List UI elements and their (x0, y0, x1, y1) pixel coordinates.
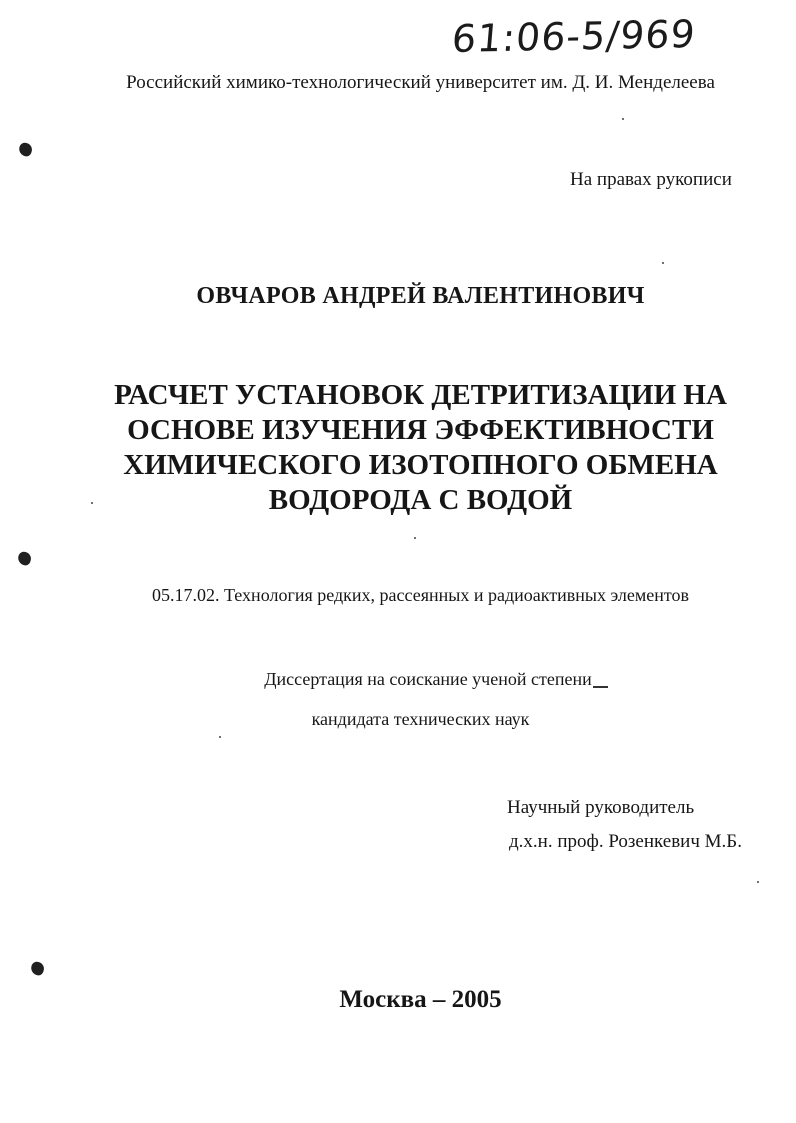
scan-speck (91, 502, 93, 504)
title-line: ОСНОВЕ ИЗУЧЕНИЯ ЭФФЕКТИВНОСТИ (127, 414, 714, 446)
scan-speck (757, 881, 759, 883)
supervisor-label: Научный руководитель (507, 797, 695, 818)
scan-speck (622, 118, 624, 120)
title-line: ХИМИЧЕСКОГО ИЗОТОПНОГО ОБМЕНА (123, 449, 718, 481)
scan-speck (219, 736, 221, 738)
manuscript-rights-note: На правах рукописи (570, 169, 732, 190)
author-name: ОВЧАРОВ АНДРЕЙ ВАЛЕНТИНОВИЧ (196, 283, 645, 309)
scan-speck (662, 262, 664, 264)
city-and-year: Москва – 2005 (339, 986, 502, 1013)
specialty-code: 05.17.02. Технология редких, рассеянных и радиоактивных элементов (152, 585, 689, 605)
degree-line-2: кандидата технических наук (311, 709, 530, 729)
title-line: ВОДОРОДА С ВОДОЙ (268, 484, 573, 516)
punch-hole-mark (17, 141, 33, 157)
pen-mark (593, 686, 608, 688)
archive-stamp: 61:06-5/969 (450, 11, 698, 62)
punch-hole-mark (29, 960, 45, 976)
dissertation-title (0, 378, 796, 518)
university-name: Российский химико-технологический университет им. Д. И. Менделеева (126, 72, 715, 93)
punch-hole-mark (16, 550, 32, 566)
supervisor-name: д.х.н. проф. Розенкевич М.Б. (509, 831, 742, 852)
title-line: РАСЧЕТ УСТАНОВОК ДЕТРИТИЗАЦИИ НА (114, 379, 727, 411)
degree-line-1: Диссертация на соискание ученой степени (264, 669, 592, 689)
scan-speck (414, 537, 416, 539)
